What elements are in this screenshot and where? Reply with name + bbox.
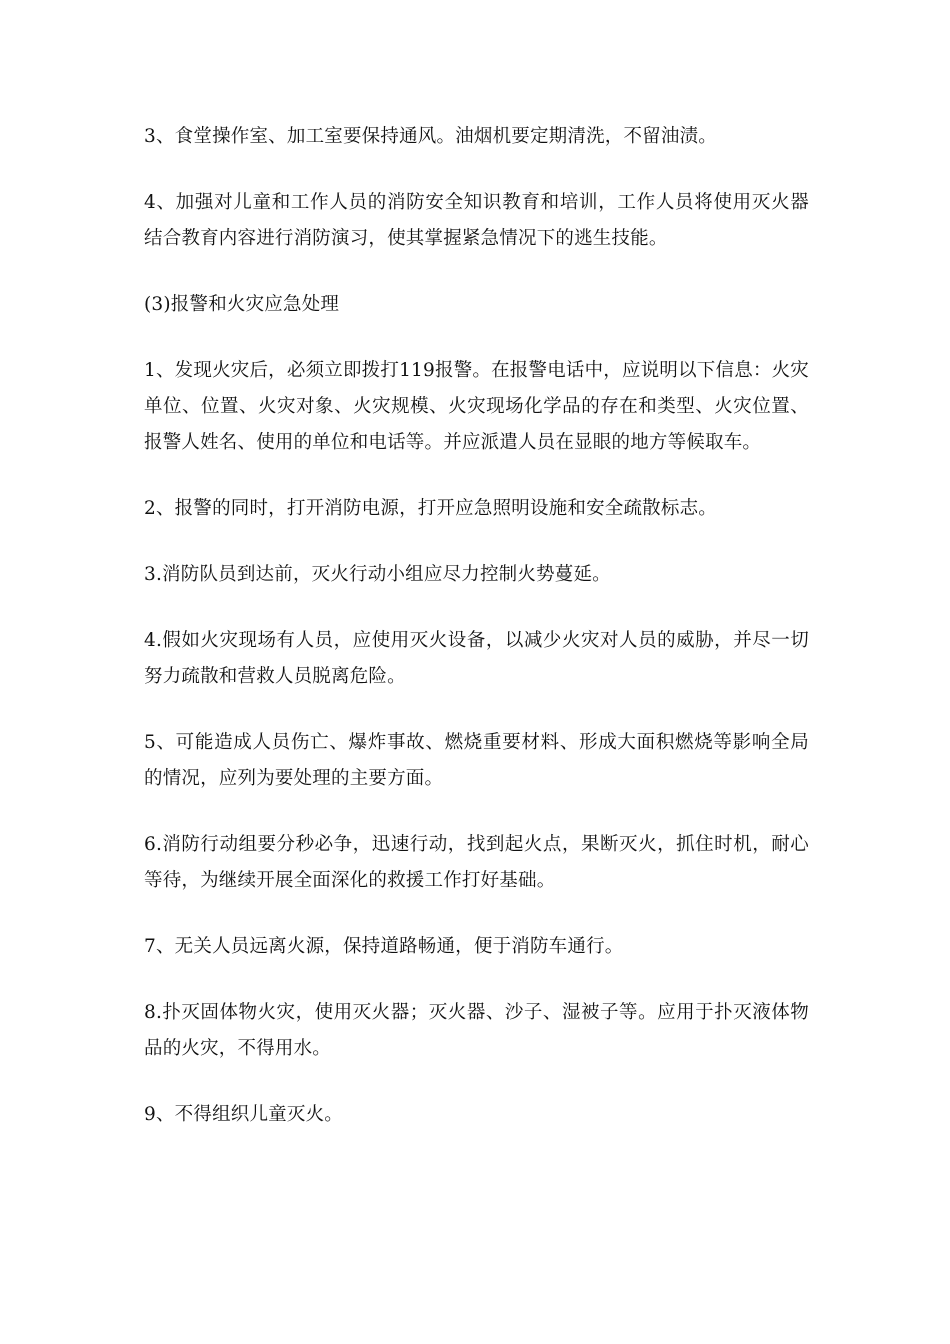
- paragraph-item-6-action: 6.消防行动组要分秒必争，迅速行动，找到起火点，果断灭火，抓住时机，耐心等待，为继续开展全面深化的救援工作打好基础。: [144, 834, 809, 891]
- paragraph-item-5-priority: 5、可能造成人员伤亡、爆炸事故、燃烧重要材料、形成大面积燃烧等影响全局的情况，应列为要处理的主要方面。: [144, 732, 809, 789]
- paragraph-item-2-power: 2、报警的同时，打开消防电源，打开应急照明设施和安全疏散标志。: [144, 498, 717, 519]
- paragraph-item-1-report: 1、发现火灾后，必须立即拨打119报警。在报警电话中，应说明以下信息：火灾单位、位置、火灾对象、火灾规模、火灾现场化学品的存在和类型、火灾位置、报警人姓名、使用的单位和电话等。并应派遣人员在显眼的地方等候取车。: [144, 360, 809, 453]
- document-body: [144, 119, 809, 1133]
- paragraph-item-7-clear: 7、无关人员远离火源，保持道路畅通，便于消防车通行。: [144, 936, 624, 957]
- paragraph-item-9-children: 9、不得组织儿童灭火。: [144, 1104, 343, 1125]
- section-heading-alarm: (3)报警和火灾应急处理: [144, 294, 340, 315]
- paragraph-item-8-extinguish: 8.扑灭固体物火灾，使用灭火器；灭火器、沙子、湿被子等。应用于扑灭液体物品的火灾，不得用水。: [144, 1002, 809, 1059]
- paragraph-item-3-control: 3.消防队员到达前，灭火行动小组应尽力控制火势蔓延。: [144, 564, 611, 585]
- paragraph-item-3-kitchen: 3、食堂操作室、加工室要保持通风。油烟机要定期清洗，不留油渍。: [144, 126, 717, 147]
- paragraph-item-4-training: 4、加强对儿童和工作人员的消防安全知识教育和培训，工作人员将使用灭火器结合教育内容进行消防演习，使其掌握紧急情况下的逃生技能。: [144, 192, 809, 249]
- paragraph-item-4-evacuate: 4.假如火灾现场有人员，应使用灭火设备，以减少火灾对人员的威胁，并尽一切努力疏散和营救人员脱离危险。: [144, 630, 809, 687]
